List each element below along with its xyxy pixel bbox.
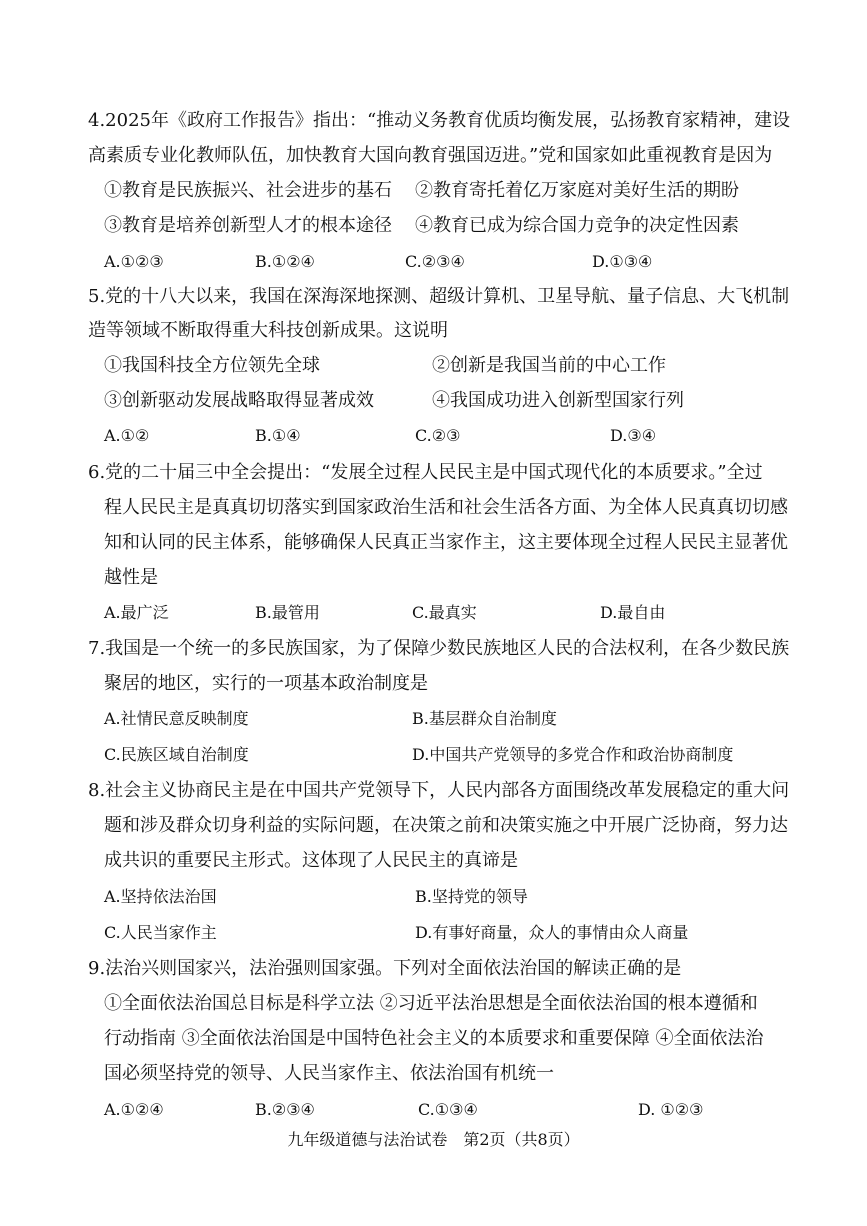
q7-option-a: A.社情民意反映制度 — [104, 709, 249, 728]
q7-option-c: C.民族区域自治制度 — [104, 745, 249, 764]
q5-stem-line: 5.党的十八大以来，我国在深海深地探测、超级计算机、卫星导航、量子信息、大飞机制 — [88, 286, 790, 307]
q6-stem-line: 6.党的二十届三中全会提出：“发展全过程人民民主是中国式现代化的本质要求。”全过 — [88, 462, 763, 483]
q8-option-b: B.坚持党的领导 — [415, 887, 528, 906]
q4-option-d: D.①③④ — [592, 252, 653, 271]
q6-stem-line: 程人民民主是真真切切落实到国家政治生活和社会生活各方面、为全体人民真真切切感 — [104, 497, 788, 518]
q8-stem-line: 8.社会主义协商民主是在中国共产党领导下，人民内部各方面围绕改革发展稳定的重大问 — [88, 780, 790, 801]
page-footer: 九年级道德与法治试卷 第2页（共8页） — [287, 1130, 580, 1149]
q7-option-d: D.中国共产党领导的多党合作和政治协商制度 — [412, 745, 734, 764]
q9-body-line: 行动指南 ③全面依法治国是中国特色社会主义的本质要求和重要保障 ④全面依法治 — [104, 1028, 764, 1049]
q9-option-a: A.①②④ — [104, 1100, 164, 1119]
q5-stem-line: 造等领域不断取得重大科技创新成果。这说明 — [88, 320, 448, 341]
q4-option-b: B.①②④ — [255, 252, 315, 271]
q4-statement: ④教育已成为综合国力竞争的决定性因素 — [415, 215, 739, 236]
q4-stem-line: 高素质专业化教师队伍，加快教育大国向教育强国迈进。”党和国家如此重视教育是因为 — [88, 145, 773, 166]
q7-option-b: B.基层群众自治制度 — [412, 709, 557, 728]
q6-option-b: B.最管用 — [255, 603, 320, 622]
q6-option-a: A.最广泛 — [104, 603, 169, 622]
q8-option-a: A.坚持依法治国 — [104, 887, 217, 906]
q5-option-a: A.①② — [104, 426, 150, 445]
q9-body-line: 国必须坚持党的领导、人民当家作主、依法治国有机统一 — [104, 1063, 554, 1084]
q9-body-line: ①全面依法治国总目标是科学立法 ②习近平法治思想是全面依法治国的根本遵循和 — [104, 993, 758, 1014]
q4-statement: ③教育是培养创新型人才的根本途径 — [104, 215, 392, 236]
q5-option-b: B.①④ — [255, 426, 301, 445]
q8-stem-line: 成共识的重要民主形式。这体现了人民民主的真谛是 — [104, 850, 518, 871]
q7-stem-line: 7.我国是一个统一的多民族国家，为了保障少数民族地区人民的合法权利，在各少数民族 — [88, 638, 790, 659]
q4-option-c: C.②③④ — [405, 252, 465, 271]
q8-option-d: D.有事好商量，众人的事情由众人商量 — [415, 923, 689, 942]
q5-statement: ②创新是我国当前的中心工作 — [432, 355, 666, 376]
q7-stem-line: 聚居的地区，实行的一项基本政治制度是 — [104, 673, 428, 694]
q5-option-c: C.②③ — [415, 426, 461, 445]
q5-statement: ①我国科技全方位领先全球 — [104, 355, 320, 376]
q9-option-c: C.①③④ — [418, 1100, 478, 1119]
q4-statement: ②教育寄托着亿万家庭对美好生活的期盼 — [415, 180, 739, 201]
q5-statement: ③创新驱动发展战略取得显著成效 — [104, 390, 374, 411]
q6-stem-line: 知和认同的民主体系，能够确保人民真正当家作主，这主要体现全过程人民民主显著优 — [104, 532, 788, 553]
q8-stem-line: 题和涉及群众切身利益的实际问题，在决策之前和决策实施之中开展广泛协商，努力达 — [104, 815, 788, 836]
q6-stem-line: 越性是 — [104, 567, 158, 588]
q4-stem-line: 4.2025年《政府工作报告》指出：“推动义务教育优质均衡发展，弘扬教育家精神，建设 — [88, 110, 791, 131]
q4-statement: ①教育是民族振兴、社会进步的基石 — [104, 180, 392, 201]
q8-option-c: C.人民当家作主 — [104, 923, 217, 942]
q9-option-b: B.②③④ — [255, 1100, 315, 1119]
q6-option-c: C.最真实 — [412, 603, 477, 622]
q5-statement: ④我国成功进入创新型国家行列 — [432, 390, 684, 411]
q9-stem-line: 9.法治兴则国家兴，法治强则国家强。下列对全面依法治国的解读正确的是 — [88, 958, 682, 979]
q4-option-a: A.①②③ — [104, 252, 164, 271]
q6-option-d: D.最自由 — [600, 603, 666, 622]
q9-option-d: D. ①②③ — [638, 1100, 704, 1119]
q5-option-d: D.③④ — [610, 426, 657, 445]
